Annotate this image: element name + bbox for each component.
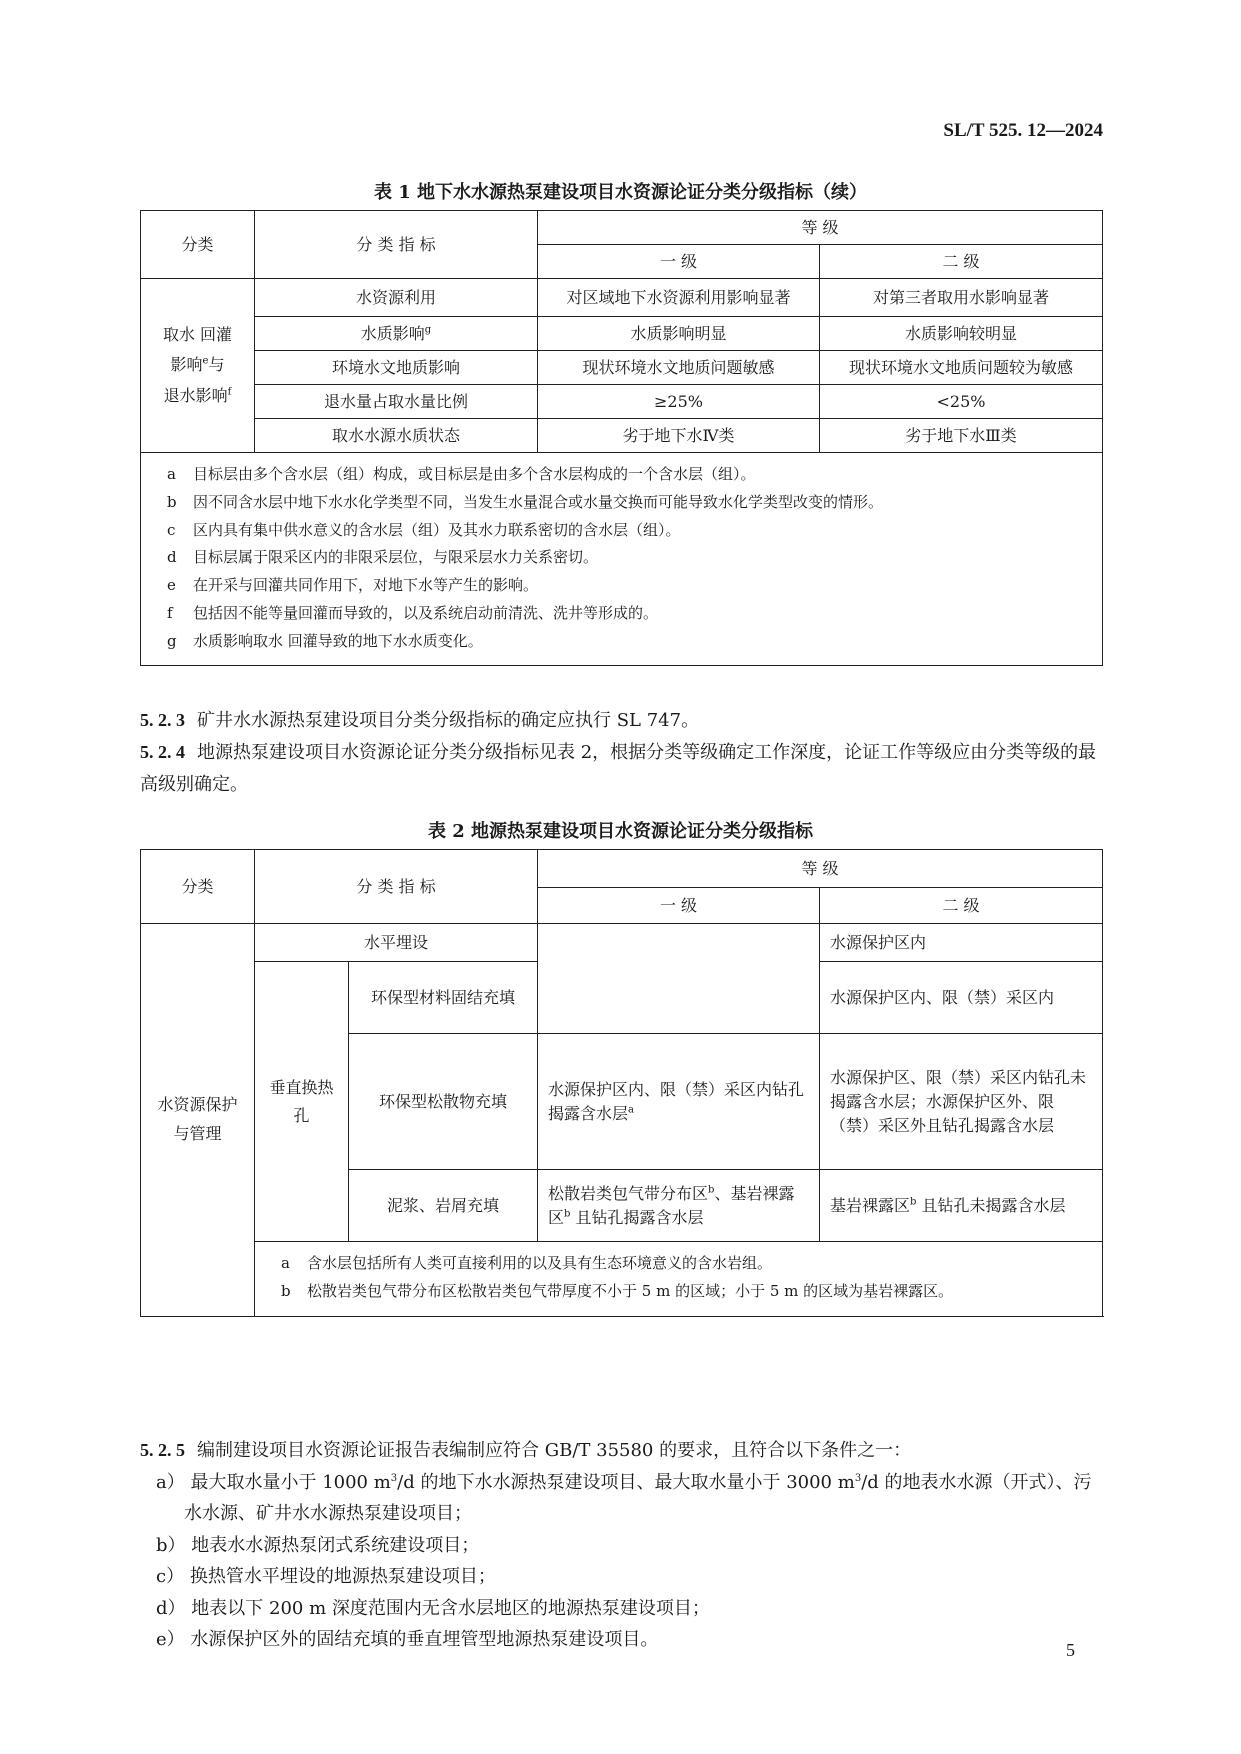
table2-r3-indicator: 泥浆、岩屑充填	[349, 1170, 538, 1242]
footnote-mark: f	[167, 603, 173, 622]
table2-r3-grade1	[538, 1170, 820, 1242]
clause-number: 5. 2. 5	[140, 1440, 185, 1460]
clause-5-2-3	[140, 705, 1102, 737]
clause-text: 矿井水水源热泵建设项目分类分级指标的确定应执行 SL 747。	[197, 710, 700, 731]
footnote	[167, 461, 1088, 489]
footnote-mark: b	[167, 492, 177, 511]
table1-footnotes	[141, 453, 1103, 666]
footnote-mark: d	[167, 548, 177, 567]
clause-number: 5. 2. 3	[140, 710, 185, 730]
table2-r2-indicator: 环保型松散物充填	[349, 1034, 538, 1170]
table1-category-sup-f: f	[227, 386, 232, 398]
list-item	[140, 1530, 1102, 1562]
table1-category-cell	[141, 279, 255, 453]
clause-5-2-5	[140, 1435, 1102, 1656]
table1-row-grade1: 水质影响明显	[538, 317, 820, 351]
clause-5-2-4	[140, 737, 1102, 800]
table1-row-indicator	[255, 317, 538, 351]
table1-row-indicator: 环境水文地质影响	[255, 351, 538, 385]
table1-category-sup-e: e	[202, 355, 209, 367]
footnote-text: 在开采与回灌共同作用下，对地下水等产生的影响。	[193, 576, 539, 594]
footnote	[167, 572, 1088, 600]
page-number: 5	[1066, 1640, 1075, 1660]
table2-header-grade2: 二 级	[820, 888, 1103, 924]
footnote-text: 区内具有集中供水意义的含水层（组）及其水力联系密切的含水层（组）。	[193, 520, 681, 539]
footnote-ref-b: b	[708, 1184, 715, 1196]
table1-category-line4: 退水影响	[163, 385, 228, 405]
table2	[140, 849, 1103, 1317]
list-item	[140, 1467, 1102, 1530]
footnote	[167, 600, 1088, 628]
superscript: 3	[854, 1472, 862, 1484]
table2-r3-grade2-text-a: 基岩裸露区	[830, 1195, 911, 1215]
table1-row-grade2: <25%	[820, 385, 1103, 419]
table2-horizontal-grade2: 水源保护区内	[820, 924, 1103, 962]
footnote	[167, 544, 1088, 572]
table2-header-category: 分类	[141, 850, 255, 924]
table2-r3-grade1-text-c: 且钻孔揭露含水层	[570, 1207, 704, 1227]
table1-header-indicator: 分 类 指 标	[255, 211, 538, 279]
table2-r3-grade1-text-a: 松散岩类包气带分布区	[548, 1183, 709, 1203]
clause-text: 编制建设项目水资源论证报告表编制应符合 GB/T 35580 的要求，且符合以下条件之一：	[197, 1440, 912, 1461]
table1-row-grade2: 劣于地下水Ⅲ类	[820, 419, 1103, 453]
footnote	[167, 628, 1088, 656]
table2-r3-grade1-text-b: 、基岩裸露区	[548, 1183, 795, 1227]
table2-r2-grade1-sup: a	[628, 1104, 634, 1116]
superscript: 3	[390, 1472, 398, 1484]
table1-row-grade2: 对第三者取用水影响显著	[820, 279, 1103, 317]
table1-row-grade1: 劣于地下水Ⅳ类	[538, 419, 820, 453]
list-text: 水源保护区外的固结充填的垂直埋管型地源热泵建设项目。	[190, 1629, 659, 1650]
list-item	[140, 1593, 1102, 1625]
table2-r2-grade1-text: 水源保护区内、限（禁）采区内钻孔揭露含水层	[548, 1079, 805, 1123]
table2-r1-grade2: 水源保护区内、限（禁）采区内	[820, 962, 1103, 1034]
table2-footnotes	[255, 1242, 1103, 1317]
table1-row-indicator: 取水水源水质状态	[255, 419, 538, 453]
table2-vertical-indicator: 垂直换热孔	[255, 962, 349, 1242]
clause-5-2-5-intro	[140, 1435, 1102, 1467]
footnote-text: 含水层包括所有人类可直接利用的以及具有生态环境意义的含水岩组。	[307, 1254, 773, 1272]
table2-r1-indicator: 环保型材料固结充填	[349, 962, 538, 1034]
table1-row-grade2: 水质影响较明显	[820, 317, 1103, 351]
table2-r2-grade2: 水源保护区、限（禁）采区内钻孔未揭露含水层；水源保护区外、限（禁）采区外且钻孔揭露含水层	[820, 1034, 1103, 1170]
table2-r2-grade1	[538, 1034, 820, 1170]
table1	[140, 210, 1103, 666]
list-text: 地表以下 200 m 深度范围内无含水层地区的地源热泵建设项目；	[191, 1597, 710, 1619]
footnote-text: 包括因不能等量回灌而导致的，以及系统启动前清洗、洗井等形成的。	[193, 603, 659, 622]
table2-caption: 表 2 地源热泵建设项目水资源论证分类分级指标	[427, 821, 814, 842]
table1-category-line1: 取水 回灌	[162, 324, 233, 344]
footnote-text: 松散岩类包气带分布区松散岩类包气带厚度不小于 5 m 的区域；小于 5 m 的区域为基岩裸露区。	[307, 1281, 954, 1300]
footnote	[167, 489, 1088, 517]
footnote-mark: b	[281, 1281, 291, 1300]
table1-indicator-text: 水质影响	[360, 323, 425, 343]
table1-category-line2: 影响	[170, 355, 203, 375]
footnote-mark: g	[167, 631, 177, 650]
table2-r3-grade2-text-b: 且钻孔未揭露含水层	[916, 1195, 1066, 1215]
footnote	[281, 1278, 1088, 1306]
list-marker: c）	[156, 1566, 185, 1587]
list-text: 最大取水量小于 1000 m	[190, 1471, 391, 1493]
table1-caption: 表 1 地下水水源热泵建设项目水资源论证分类分级指标（续）	[373, 182, 868, 203]
table1-header-grade2: 二 级	[820, 245, 1103, 279]
footnote	[281, 1250, 1088, 1278]
footnote-ref-b: b	[564, 1208, 571, 1220]
clause-text: 地源热泵建设项目水资源论证分类分级指标见表 2，根据分类等级确定工作深度，论证工作等级应由分类等级的最高级别确定。	[140, 742, 1097, 795]
list-marker: a）	[156, 1471, 185, 1493]
table2-empty-cell	[538, 924, 820, 1034]
table1-indicator-sup: g	[424, 324, 432, 336]
table1-row-grade2: 现状环境水文地质问题较为敏感	[820, 351, 1103, 385]
table1-row-grade1: ≥25%	[538, 385, 820, 419]
table2-header-grade: 等 级	[538, 850, 1103, 888]
table2-r3-grade2	[820, 1170, 1103, 1242]
footnote-mark: a	[167, 465, 176, 483]
table1-header-category: 分类	[141, 211, 255, 279]
footnote-mark: a	[281, 1254, 290, 1272]
footnote-mark: c	[167, 520, 176, 539]
table2-header-indicator: 分 类 指 标	[255, 850, 538, 924]
list-marker: e）	[156, 1629, 185, 1650]
table1-row-indicator: 水资源利用	[255, 279, 538, 317]
footnote-text: 因不同含水层中地下水水化学类型不同，当发生水量混合或水量交换而可能导致水化学类型改变的情形。	[193, 492, 884, 511]
table1-row-grade1: 对区域地下水资源利用影响显著	[538, 279, 820, 317]
list-item	[140, 1561, 1102, 1593]
table2-header-grade1: 一 级	[538, 888, 820, 924]
footnote-text: 目标层由多个含水层（组）构成，或目标层是由多个含水层构成的一个含水层（组）。	[193, 465, 756, 483]
footnote	[167, 517, 1088, 545]
footnote-ref-b: b	[910, 1196, 917, 1208]
list-text: /d 的地下水水源热泵建设项目、最大取水量小于 3000 m	[397, 1471, 855, 1493]
document-code: SL/T 525. 12—2024	[943, 120, 1103, 141]
table2-horizontal-indicator: 水平埋设	[255, 924, 538, 962]
footnote-mark: e	[167, 576, 176, 594]
table1-row-indicator: 退水量占取水量比例	[255, 385, 538, 419]
clause-number: 5. 2. 4	[140, 742, 185, 762]
table1-header-grade: 等 级	[538, 211, 1103, 245]
list-marker: b）	[156, 1534, 186, 1556]
list-text: /d 的地表水水源（开式）、污水水源、矿井水水源热泵建设项目；	[184, 1471, 1092, 1524]
table1-row-grade1: 现状环境水文地质问题敏感	[538, 351, 820, 385]
footnote-text: 目标层属于限采区内的非限采层位，与限采层水力关系密切。	[193, 548, 599, 567]
list-item	[140, 1624, 1102, 1656]
table2-category-cell: 水资源保护与管理	[141, 924, 255, 1317]
table1-header-grade1: 一 级	[538, 245, 820, 279]
list-text: 地表水水源热泵闭式系统建设项目；	[191, 1534, 480, 1556]
footnote-text: 水质影响取水 回灌导致的地下水水质变化。	[193, 631, 483, 650]
list-marker: d）	[156, 1597, 186, 1619]
table1-category-line3: 与	[208, 355, 225, 375]
list-text: 换热管水平埋设的地源热泵建设项目；	[189, 1566, 496, 1587]
